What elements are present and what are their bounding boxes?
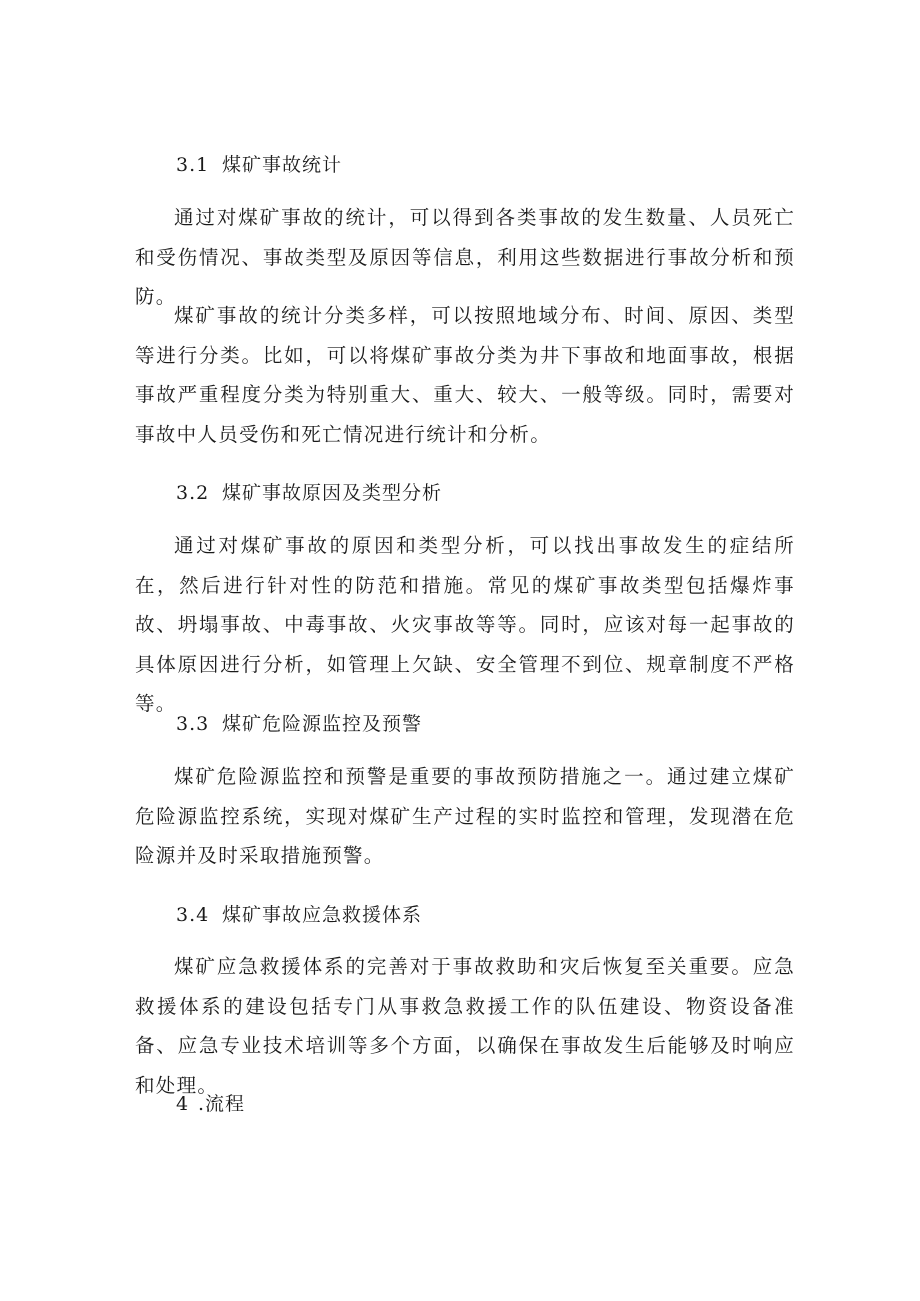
section-number: 3.1: [176, 154, 210, 176]
section-number: 4: [176, 1093, 190, 1115]
section-number: 3.3: [176, 713, 210, 735]
section-number: 3.4: [176, 904, 210, 926]
section-number: 3.2: [176, 482, 210, 504]
section-heading-3-1: [176, 153, 342, 177]
section-title: 煤矿事故应急救援体系: [222, 904, 423, 926]
section-heading-3-4: [176, 903, 422, 927]
section-title: .流程: [198, 1093, 246, 1115]
section-title: 煤矿危险源监控及预警: [222, 713, 423, 735]
section-title: 煤矿事故统计: [222, 154, 343, 176]
section-heading-3-3: [176, 712, 422, 736]
paragraph: 煤矿危险源监控和预警是重要的事故预防措施之一。通过建立煤矿危险源监控系统，实现对煤矿生产过程的实时监控和管理，发现潜在危险源并及时采取措施预警。: [135, 765, 795, 867]
paragraph: 通过对煤矿事故的统计，可以得到各类事故的发生数量、人员死亡和受伤情况、事故类型及原因等信息，利用这些数据进行事故分析和预防。: [135, 206, 795, 308]
paragraph: 煤矿事故的统计分类多样，可以按照地域分布、时间、原因、类型等进行分类。比如，可以将煤矿事故分类为井下事故和地面事故，根据事故严重程度分类为特别重大、重大、较大、一般等级。同时，需要对事故中人员受伤和死亡情况进行统计和分析。: [135, 304, 795, 446]
section-heading-4: [176, 1092, 245, 1116]
section-heading-3-2: [176, 481, 442, 505]
paragraph: 煤矿应急救援体系的完善对于事故救助和灾后恢复至关重要。应急救援体系的建设包括专门从事救急救援工作的队伍建设、物资设备准备、应急专业技术培训等多个方面，以确保在事故发生后能够及时响应和处理。: [135, 955, 795, 1097]
section-title: 煤矿事故原因及类型分析: [222, 482, 443, 504]
paragraph: 通过对煤矿事故的原因和类型分析，可以找出事故发生的症结所在，然后进行针对性的防范和措施。常见的煤矿事故类型包括爆炸事故、坍塌事故、中毒事故、火灾事故等等。同时，应该对每一起事故的具体原因进行分析，如管理上欠缺、安全管理不到位、规章制度不严格等。: [135, 534, 795, 715]
